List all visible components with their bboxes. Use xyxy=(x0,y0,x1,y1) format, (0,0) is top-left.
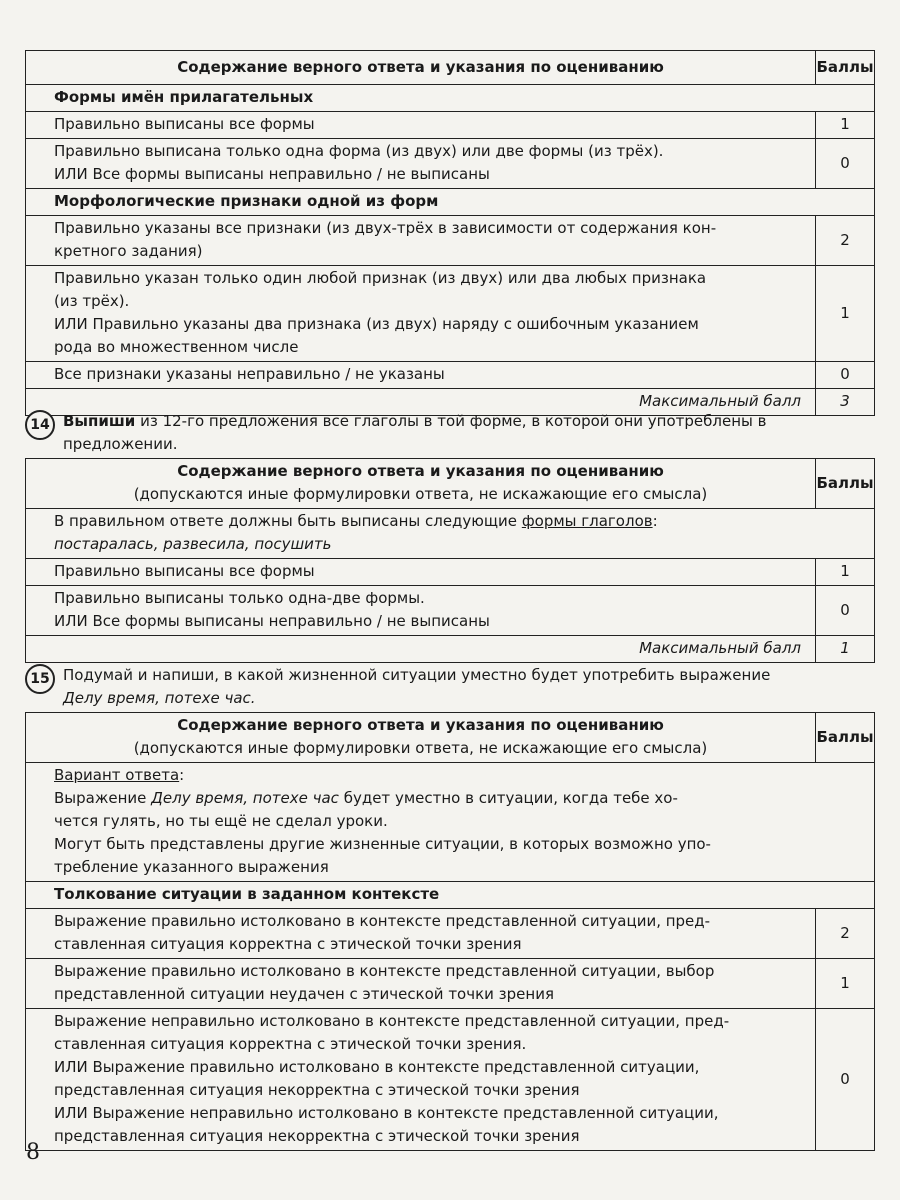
max-score-label: Максимальный балл xyxy=(26,636,816,663)
task15-question xyxy=(25,664,875,710)
points-cell: 0 xyxy=(816,1009,875,1151)
criterion-line: кретного задания) xyxy=(54,242,203,260)
section-title: Формы имён прилагательных xyxy=(26,85,875,112)
variant-text: Вариант ответа: Выражение Делу время, потехе час будет уместно в ситуации, когда тебе хо- чется гулять, но ты ещё не сделал уроки. Могут быть представлены другие жизненные ситуации, в которых возможно упо- требление указанного выражения xyxy=(26,763,875,882)
question-line: Подумай и напиши, в какой жизненной ситуации уместно будет употребить выражение xyxy=(63,666,771,684)
criterion-line: Правильно выписаны все формы xyxy=(54,115,315,133)
criterion-text xyxy=(26,362,816,389)
section-row xyxy=(26,882,875,909)
header-points: Баллы xyxy=(816,713,875,763)
table-row xyxy=(26,586,875,636)
max-score-value: 1 xyxy=(816,636,875,663)
task15-scoring-table xyxy=(25,712,875,1151)
criterion-text: Выражение правильно истолковано в контексте представленной ситуации, пред- ставленная ситуация корректна с этической точки зрения xyxy=(26,909,816,959)
header-note: (допускаются иные формулировки ответа, не искажающие его смысла) xyxy=(133,485,708,503)
criterion-line: (из трёх). xyxy=(54,292,130,310)
answer-text: В правильном ответе должны быть выписаны следующие формы глаголов: постаралась, развесила, посушить xyxy=(26,509,875,559)
table-row xyxy=(26,909,875,959)
table-row xyxy=(26,959,875,1009)
section-row xyxy=(26,85,875,112)
criterion-line: рода во множественном числе xyxy=(54,338,299,356)
header-points: Баллы xyxy=(816,51,875,85)
criterion-text xyxy=(26,112,816,139)
header-points: Баллы xyxy=(816,459,875,509)
question-text xyxy=(63,664,875,710)
criterion-text xyxy=(26,216,816,266)
header-note: (допускаются иные формулировки ответа, не искажающие его смысла) xyxy=(133,739,708,757)
variant-row xyxy=(26,763,875,882)
table-row xyxy=(26,112,875,139)
points-cell: 1 xyxy=(816,266,875,362)
table-row xyxy=(26,1009,875,1151)
criterion-line: ИЛИ Все формы выписаны неправильно / не выписаны xyxy=(54,165,490,183)
section-row xyxy=(26,189,875,216)
header-content: Содержание верного ответа и указания по оцениванию (допускаются иные формулировки ответа, не искажающие его смысла) xyxy=(26,713,816,763)
points-cell: 0 xyxy=(816,586,875,636)
max-score-row xyxy=(26,636,875,663)
points-cell: 0 xyxy=(816,362,875,389)
criterion-line: Правильно указан только один любой признак (из двух) или два любых признака xyxy=(54,269,707,287)
criterion-text: Правильно выписаны только одна-две формы. ИЛИ Все формы выписаны неправильно / не выписаны xyxy=(26,586,816,636)
criterion-line: Правильно выписана только одна форма (из двух) или две формы (из трёх). xyxy=(54,142,664,160)
task14-scoring-table xyxy=(25,458,875,663)
table-row xyxy=(26,139,875,189)
criterion-text: Выражение неправильно истолковано в контексте представленной ситуации, пред- ставленная ситуация корректна с этической точки зрения. ИЛИ Выражение правильно истолковано в контексте представленной ситуации, представленная ситуация некорректна с этической точки зрения ИЛИ Выражение неправильно истолковано в контексте представленной ситуации, представленная ситуация некорректна с этической точки зрения xyxy=(26,1009,816,1151)
table-header-row xyxy=(26,51,875,85)
task-number-badge: 14 xyxy=(25,410,55,440)
header-content: Содержание верного ответа и указания по оцениванию xyxy=(26,51,816,85)
page-number: 8 xyxy=(26,1140,40,1165)
table-header-row xyxy=(26,713,875,763)
verb-forms-label: формы глаголов xyxy=(521,512,653,530)
table-row xyxy=(26,362,875,389)
question-line: предложении. xyxy=(63,435,178,453)
points-cell: 2 xyxy=(816,909,875,959)
table-row xyxy=(26,266,875,362)
question-text xyxy=(63,410,875,456)
section-title: Морфологические признаки одной из форм xyxy=(26,189,875,216)
criterion-text xyxy=(26,266,816,362)
points-cell: 2 xyxy=(816,216,875,266)
points-cell: 1 xyxy=(816,112,875,139)
question-verb: Выпиши xyxy=(63,412,136,430)
task13-scoring-table xyxy=(25,50,875,416)
criterion-line: ИЛИ Правильно указаны два признака (из двух) наряду с ошибочным указанием xyxy=(54,315,699,333)
question-line: из 12-го предложения все глаголы в той форме, в которой они употреблены в xyxy=(135,412,767,430)
header-content: Содержание верного ответа и указания по оцениванию (допускаются иные формулировки ответа, не искажающие его смысла) xyxy=(26,459,816,509)
answer-words: постаралась, развесила, посушить xyxy=(54,535,332,553)
max-score-value: 3 xyxy=(816,389,875,416)
points-cell: 0 xyxy=(816,139,875,189)
answer-row xyxy=(26,509,875,559)
table-header-row xyxy=(26,459,875,509)
criterion-line: Все признаки указаны неправильно / не указаны xyxy=(54,365,445,383)
table-row xyxy=(26,216,875,266)
task14-question xyxy=(25,410,875,456)
criterion-line: Правильно указаны все признаки (из двух-трёх в зависимости от содержания кон- xyxy=(54,219,717,237)
criterion-text xyxy=(26,139,816,189)
variant-label: Вариант ответа xyxy=(54,766,180,784)
table-row xyxy=(26,559,875,586)
section-title: Толкование ситуации в заданном контексте xyxy=(26,882,875,909)
criterion-text: Правильно выписаны все формы xyxy=(26,559,816,586)
variant-phrase: Делу время, потехе час xyxy=(151,789,339,807)
criterion-text: Выражение правильно истолковано в контексте представленной ситуации, выбор представленной ситуации неудачен с этической точки зрения xyxy=(26,959,816,1009)
points-cell: 1 xyxy=(816,959,875,1009)
points-cell: 1 xyxy=(816,559,875,586)
task-number-badge: 15 xyxy=(25,664,55,694)
max-score-label: Максимальный балл xyxy=(26,389,816,416)
question-phrase: Делу время, потехе час. xyxy=(63,689,256,707)
